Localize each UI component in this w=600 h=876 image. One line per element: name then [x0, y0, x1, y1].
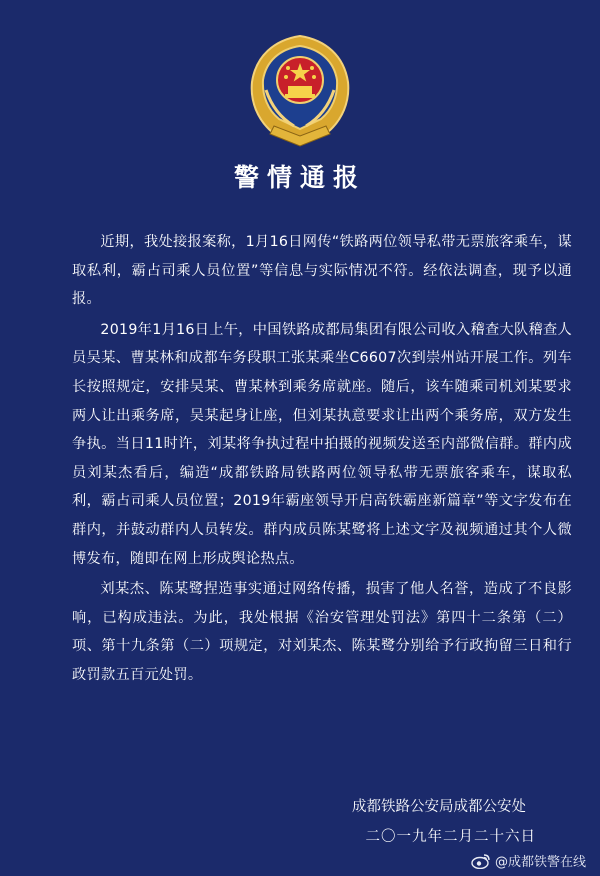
- signature-block: [298, 792, 538, 852]
- weibo-icon: [471, 853, 491, 869]
- paragraph-details: 2019年1月16日上午，中国铁路成都局集团有限公司收入稽查大队稽查人员吴某、曹某林和成都车务段职工张某乘坐C6607次到崇州站开展工作。列车长按照规定，安排吴某、曹某林到乘务席就座。随后，该车随乘司机刘某要求两人让出乘务席，吴某起身让座，但刘某执意要求让出两个乘务席，双方发生争执。当日11时许，刘某将争执过程中拍摄的视频发送至内部微信群。群内成员刘某杰看后，编造“成都铁路局铁路两位领导私带无票旅客乘车，谋取私利，霸占司乘人员位置；2019年霸座领导开启高铁霸座新篇章”等文字发布在群内，并鼓动群内人员转发。群内成员陈某鹭将上述文字及视频通过其个人微博发布，随即在网上形成舆论热点。: [72, 321, 572, 567]
- weibo-watermark: [471, 851, 586, 870]
- notice-body: [72, 228, 572, 692]
- watermark-text: @成都铁警在线: [494, 855, 586, 870]
- signature-date: 二〇一九年二月二十六日: [365, 829, 536, 845]
- page-title: 警情通报: [233, 163, 366, 192]
- signature-organization: 成都铁路公安局成都公安处: [352, 799, 526, 815]
- paragraph-intro: 近期，我处接报案称，1月16日网传“铁路两位领导私带无票旅客乘车，谋取私利，霸占司乘人员位置”等信息与实际情况不符。经依法调查，现予以通报。: [72, 234, 572, 308]
- police-badge-emblem: [244, 30, 356, 148]
- paragraph-penalty: 刘某杰、陈某鹭捏造事实通过网络传播，损害了他人名誉，造成了不良影响，已构成违法。为此，我处根据《治安管理处罚法》第四十二条第（二）项、第十九条第（二）项规定，对刘某杰、陈某鹭分别给予行政拘留三日和行政罚款五百元处罚。: [72, 581, 572, 683]
